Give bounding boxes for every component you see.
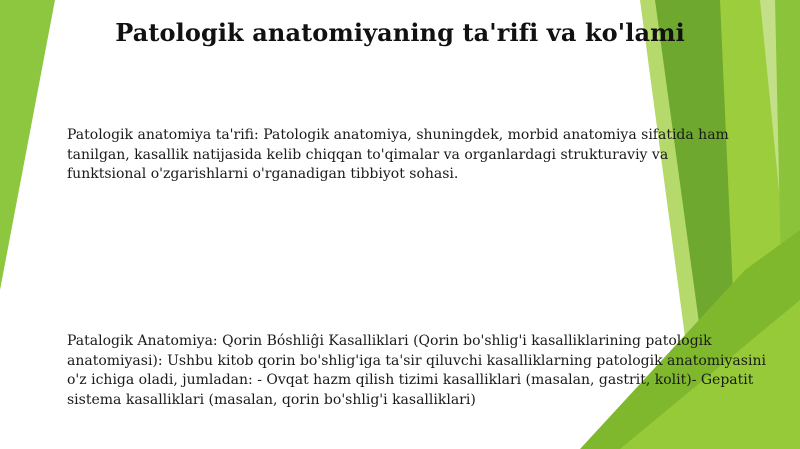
slide-title: Patologik anatomiyaning ta'rifi va ko'lami — [115, 18, 685, 47]
book-description-paragraph: Patalogik Anatomiya: Qorin Bóshliĝi Kasalliklari (Qorin bo'shlig'i kasalliklarining patologik anatomiyasi): Ushbu kitob qorin bo'shlig'iga ta'sir qiluvchi kasalliklarning patologik anatomiyasini o'z ichiga oladi, jumladan: - Ovqat hazm qilish tizimi kasalliklari (masalan, gastrit, kolit)- Gepatit sistema kasalliklari (masalan, qorin bo'shlig'i kasalliklari) — [67, 333, 766, 408]
definition-paragraph: Patologik anatomiya ta'rifi: Patologik anatomiya, shuningdek, morbid anatomiya sifatida ham tanilgan, kasallik natijasida kelib chiqqan to'qimalar va organlardagi strukturaviy va funktsional o'zgarishlarni o'rganadigan tibbiyot sohasi. — [67, 127, 729, 182]
